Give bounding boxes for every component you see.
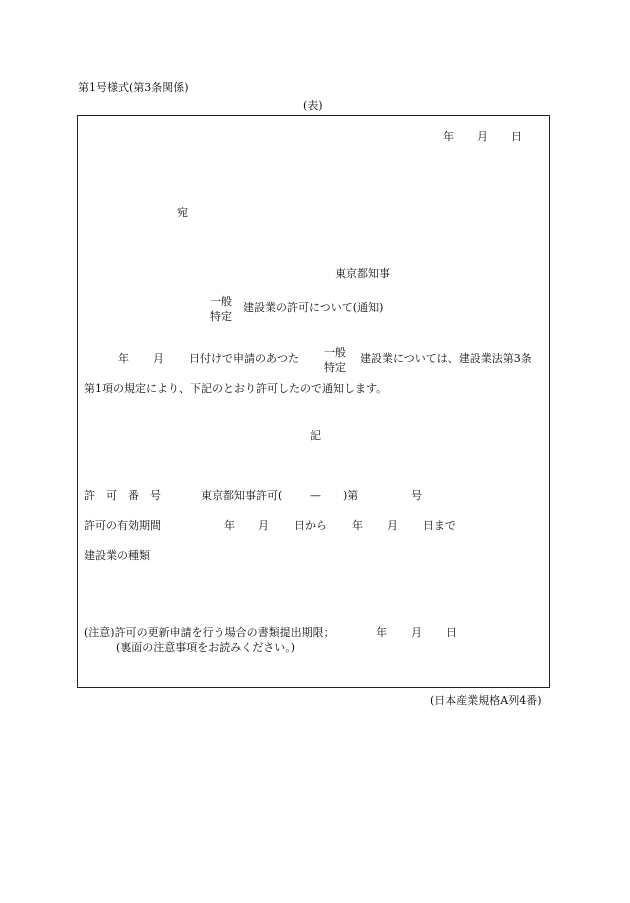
permit-close: )第	[343, 489, 359, 502]
validity-month2: 月	[387, 519, 398, 532]
date-month: 月	[477, 130, 488, 143]
note-line2: (裏面の注意事項をお読みください。)	[116, 641, 296, 654]
validity-until: 日まで	[423, 519, 456, 532]
body-option-special: 特定	[324, 361, 346, 374]
body-line2: 第1項の規定により、下記のとおり許可したので通知します。	[84, 382, 388, 395]
ki-label: 記	[310, 429, 321, 442]
permit-prefix: 東京都知事許可(	[201, 489, 283, 502]
note-day: 日	[446, 626, 457, 639]
validity-month1: 月	[258, 519, 269, 532]
subject-option-general: 一般	[210, 295, 232, 308]
body-options	[320, 345, 350, 375]
form-title: 第1号様式(第3条関係)	[78, 81, 189, 94]
body-text2: 建設業については、建設業法第3条	[360, 352, 532, 365]
note-year: 年	[376, 626, 387, 639]
validity-year1: 年	[224, 519, 235, 532]
date-day: 日	[511, 130, 522, 143]
note-month: 月	[411, 626, 422, 639]
addressee-suffix: 宛	[177, 206, 188, 219]
subject-option-special: 特定	[210, 310, 232, 323]
issuer: 東京都知事	[335, 267, 390, 280]
body-year: 年	[118, 352, 129, 365]
construction-type-label: 建設業の種類	[84, 549, 150, 562]
subject-options	[206, 294, 236, 324]
body-option-general: 一般	[324, 346, 346, 359]
body-text1: 日付けで申請のあつた	[189, 352, 299, 365]
form-frame	[77, 115, 550, 688]
validity-label: 許可の有効期間	[84, 519, 161, 532]
side-label: (表)	[303, 99, 323, 112]
permit-number-label: 許 可 番 号	[84, 489, 161, 502]
subject-text: 建設業の許可について(通知)	[243, 301, 384, 314]
note-line1: (注意)許可の更新申請を行う場合の書類提出期限；	[84, 626, 335, 639]
date-year: 年	[443, 130, 454, 143]
permit-dash: —	[310, 489, 321, 502]
validity-from: 日から	[294, 519, 327, 532]
permit-go: 号	[411, 489, 422, 502]
body-month: 月	[153, 352, 164, 365]
footer-standard: (日本産業規格A列4番)	[430, 694, 542, 707]
validity-year2: 年	[352, 519, 363, 532]
